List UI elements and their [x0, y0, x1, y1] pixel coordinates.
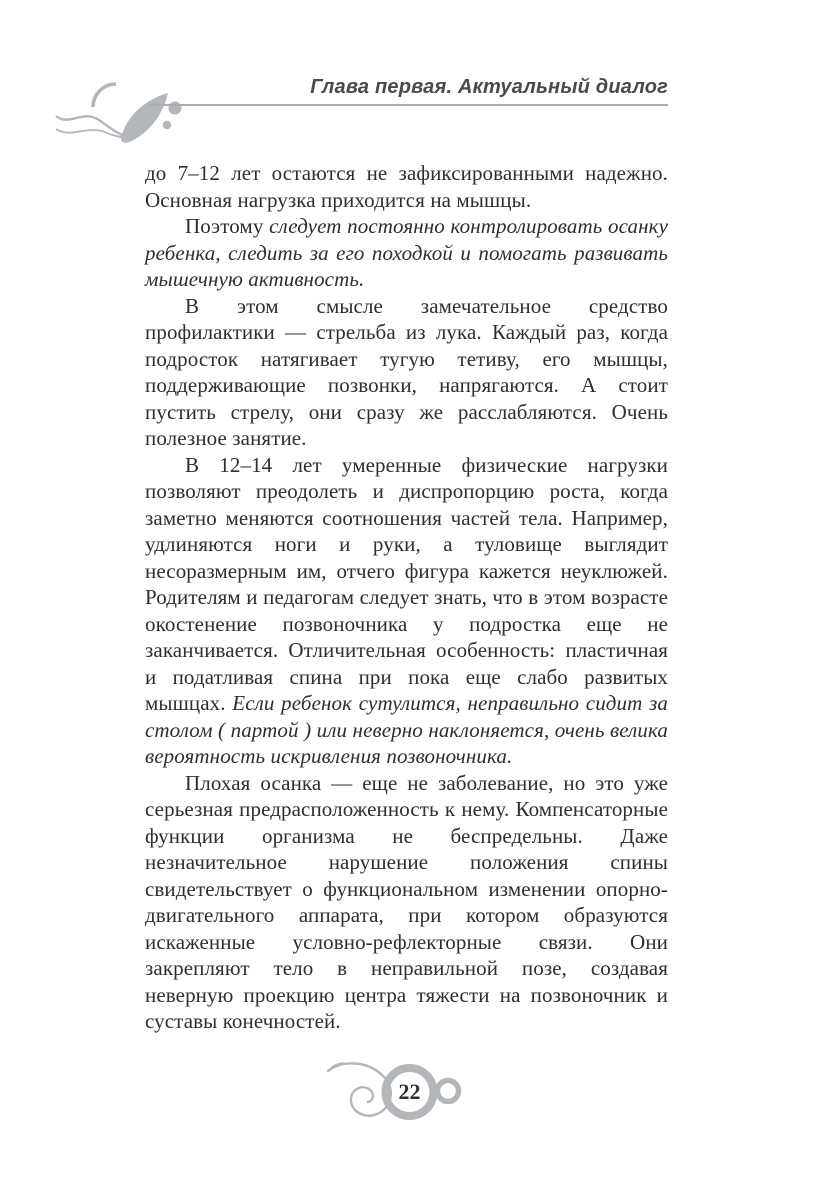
- emphasis-run: следует постоянно контролировать осанку ребенка, следить за его походкой и помогать развивать мышечную активность.: [145, 214, 668, 291]
- emphasis-run: Если ребенок сутулится, неправильно сидит за столом ( партой ) или неверно наклоняется, очень велика вероятность искривления позвоночника.: [145, 691, 668, 768]
- page-body: [145, 160, 668, 1035]
- paragraph: [145, 452, 668, 770]
- header-rule: [148, 104, 668, 106]
- page-number: 22: [398, 1079, 421, 1104]
- paragraph: В этом смысле замечательное средство профилактики — стрельба из лука. Каждый раз, когда подросток натягивает тугую тетиву, его мышцы, поддерживающие позвонки, напрягаются. А стоит пустить стрелу, они сразу же расслабляются. Очень полезное занятие.: [145, 293, 668, 450]
- text-run: В 12–14 лет умеренные физические нагрузки позволяют преодолеть и диспропорцию роста, когда заметно меняются соотношения частей тела. Например, удлиняются ноги и руки, а туловище выглядит несоразмерным им, отчего фигура кажется неуклюжей. Родителям и педагогам следует знать, что в этом возрасте окостенение позвоночника у подростка еще не заканчивается. Отличительная особенность: пластичная и податливая спина при пока еще слабо развитых мышцах.: [145, 452, 668, 715]
- paragraph: Плохая осанка — еще не заболевание, но это уже серьезная предрасположенность к нему. Компенсаторные функции организма не беспредельны. Даже незначительное нарушение положения спины свидетельствует о функциональном изменении опорно-двигательного аппарата, при котором образуются искаженные условно-рефлекторные связи. Они закрепляют тело в неправильной позе, создавая неверную проекцию центра тяжести на позвоночник и суставы конечностей.: [145, 770, 668, 1033]
- running-header-chapter-title: Глава первая. Актуальный диалог: [310, 76, 668, 98]
- paragraph: до 7–12 лет остаются не зафиксированными надежно. Основная нагрузка приходится на мышцы.: [145, 161, 668, 212]
- paragraph: [145, 213, 668, 293]
- text-run: Поэтому: [185, 214, 270, 238]
- leaf-flourish-icon: [55, 80, 195, 170]
